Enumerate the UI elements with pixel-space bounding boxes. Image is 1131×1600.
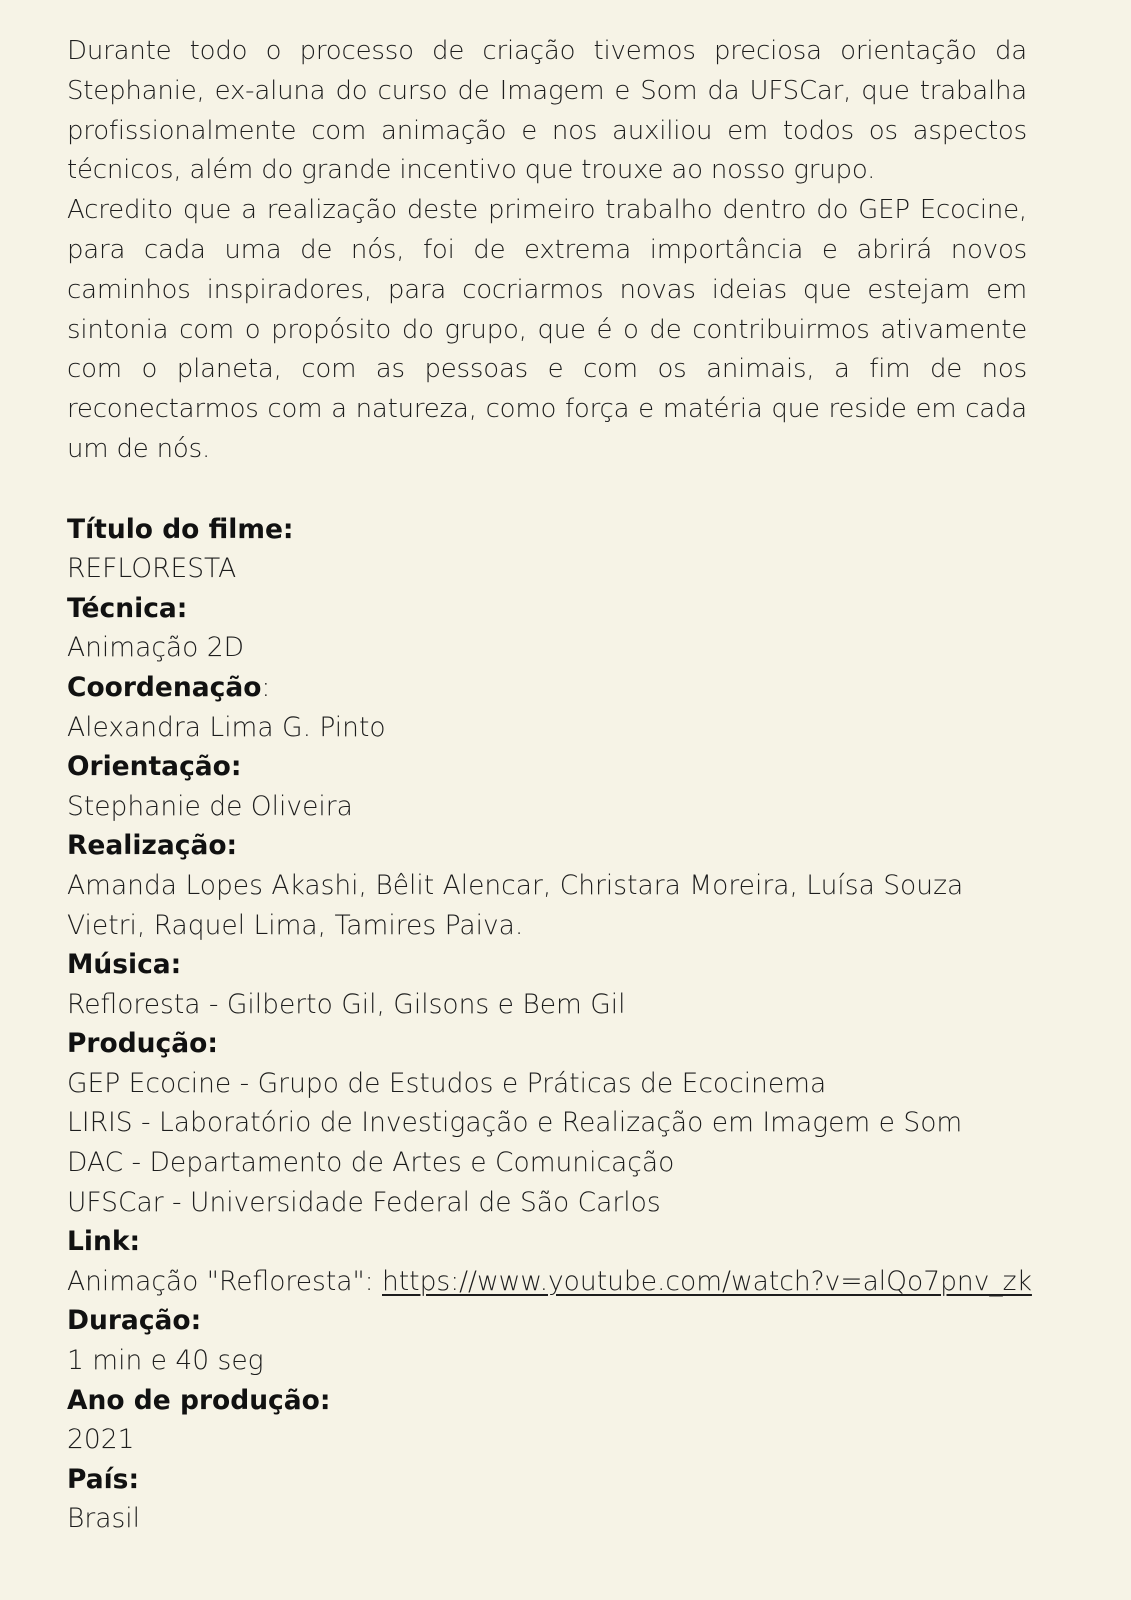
- coordination-label-text: Coordenação: [67, 671, 262, 703]
- coordination-label: [67, 668, 1027, 708]
- realization-value: Amanda Lopes Akashi, Bêlit Alencar, Christara Moreira, Luísa Souza Vietri, Raquel Lima, Tamires Paiva.: [67, 869, 964, 941]
- duration-label: Duração:: [67, 1305, 202, 1337]
- production-year-value: 2021: [67, 1424, 135, 1456]
- production-item: GEP Ecocine - Grupo de Estudos e Práticas de Ecocinema: [67, 1067, 827, 1099]
- section-spacer: [67, 470, 1027, 510]
- link-label: Link:: [67, 1226, 141, 1258]
- music-value: Refloresta - Gilberto Gil, Gilsons e Bem Gil: [67, 988, 626, 1020]
- title-value: REFLORESTA: [67, 553, 237, 585]
- film-credits: [67, 510, 1032, 1539]
- coordination-colon: :: [261, 671, 271, 703]
- title-label: Título do filme:: [67, 513, 294, 545]
- youtube-link[interactable]: https://www.youtube.com/watch?v=alQo7pnv_zk: [382, 1265, 1032, 1297]
- realization-label: Realização:: [67, 830, 238, 862]
- orientation-value: Stephanie de Oliveira: [67, 790, 353, 822]
- paragraph-orientation: Durante todo o processo de criação tivemos preciosa orientação da Stephanie, ex-aluna do curso de Imagem e Som da UFSCar, que trabalha profissionalmente com animação e nos auxiliou em todos os aspectos técnicos, além do grande incentivo que trouxe ao nosso grupo.: [67, 36, 1027, 186]
- production-item: UFSCar - Universidade Federal de São Carlos: [67, 1186, 661, 1218]
- production-item: DAC - Departamento de Artes e Comunicação: [67, 1147, 675, 1179]
- paragraph-reflection: Acredito que a realização deste primeiro trabalho dentro do GEP Ecocine, para cada uma de nós, foi de extrema importância e abrirá novos caminhos inspiradores, para cocriarmos novas ideias que estejam em sintonia com o propósito do grupo, que é o de contribuirmos ativamente com o planeta, com as pessoas e com os animais, a fim de nos reconectarmos com a natureza, como força e matéria que reside em cada um de nós.: [67, 195, 1027, 464]
- link-row: [67, 1262, 1032, 1302]
- production-label: Produção:: [67, 1028, 218, 1060]
- duration-value: 1 min e 40 seg: [67, 1345, 264, 1377]
- country-value: Brasil: [67, 1503, 141, 1535]
- production-item: LIRIS - Laboratório de Investigação e Realização em Imagem e Som: [67, 1107, 963, 1139]
- technique-label: Técnica:: [67, 592, 188, 624]
- link-prefix: Animação "Refloresta":: [67, 1265, 382, 1297]
- production-year-label: Ano de produção:: [67, 1384, 331, 1416]
- coordination-value: Alexandra Lima G. Pinto: [67, 711, 386, 743]
- orientation-label: Orientação:: [67, 751, 242, 783]
- music-label: Música:: [67, 949, 182, 981]
- technique-value: Animação 2D: [67, 632, 245, 664]
- country-label: País:: [67, 1463, 140, 1495]
